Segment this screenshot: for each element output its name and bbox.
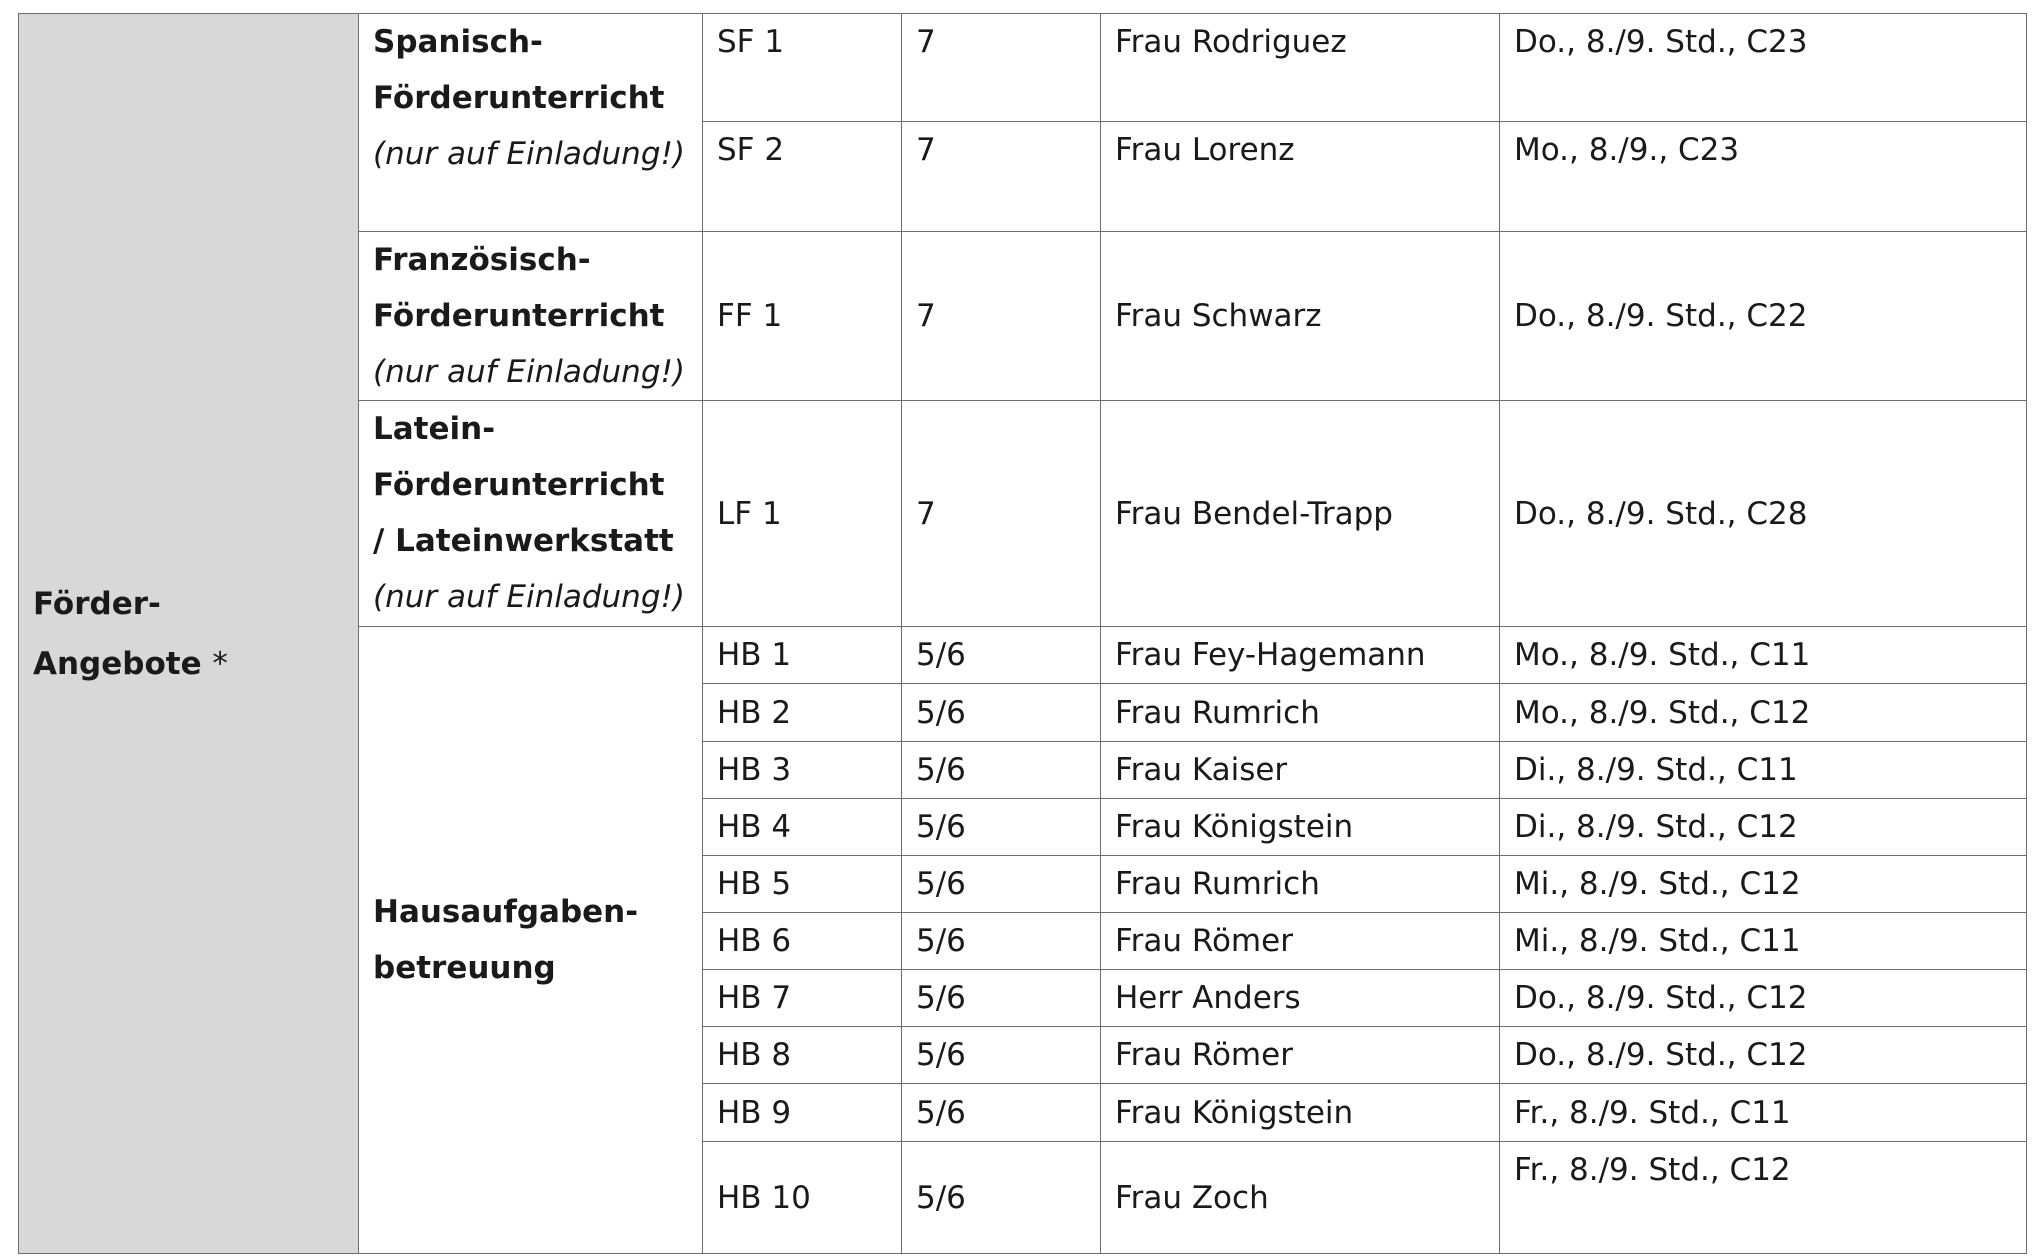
- grade: 5/6: [902, 970, 1101, 1027]
- subject-line: / Lateinwerkstatt: [373, 523, 674, 559]
- teacher: Frau Königstein: [1101, 1084, 1500, 1142]
- grade: 5/6: [902, 742, 1101, 799]
- subject-line: betreuung: [373, 950, 556, 986]
- subject-note: (nur auf Einladung!): [373, 579, 686, 615]
- subject-latein: [359, 401, 703, 627]
- table-row: [19, 14, 2027, 122]
- schedule: Mo., 8./9. Std., C11: [1500, 627, 2027, 684]
- schedule: Do., 8./9. Std., C22: [1500, 232, 2027, 401]
- grade: 7: [902, 14, 1101, 122]
- grade: 5/6: [902, 627, 1101, 684]
- course-code: HB 2: [703, 684, 902, 742]
- subject-line: Hausaufgaben-: [373, 894, 639, 930]
- category-cell: [19, 14, 359, 1254]
- subject-line: Latein-: [373, 411, 496, 447]
- schedule: Mi., 8./9. Std., C11: [1500, 913, 2027, 970]
- course-code: SF 1: [703, 14, 902, 122]
- course-code: HB 6: [703, 913, 902, 970]
- course-code: HB 1: [703, 627, 902, 684]
- grade: 7: [902, 401, 1101, 627]
- teacher: Frau Römer: [1101, 913, 1500, 970]
- subject-note: (nur auf Einladung!): [373, 354, 686, 390]
- grade: 7: [902, 122, 1101, 232]
- schedule: Mo., 8./9. Std., C12: [1500, 684, 2027, 742]
- schedule: Do., 8./9. Std., C12: [1500, 970, 2027, 1027]
- grade: 5/6: [902, 684, 1101, 742]
- schedule: Do., 8./9. Std., C23: [1500, 14, 2027, 122]
- schedule: Do., 8./9. Std., C12: [1500, 1027, 2027, 1084]
- subject-spanisch: [359, 14, 703, 232]
- grade: 5/6: [902, 799, 1101, 856]
- teacher: Frau Schwarz: [1101, 232, 1500, 401]
- subject-line: Förderunterricht: [373, 467, 665, 503]
- course-code: HB 10: [703, 1142, 902, 1254]
- course-code: FF 1: [703, 232, 902, 401]
- teacher: Frau Rumrich: [1101, 856, 1500, 913]
- teacher: Frau Rumrich: [1101, 684, 1500, 742]
- schedule: Do., 8./9. Std., C28: [1500, 401, 2027, 627]
- course-code: HB 4: [703, 799, 902, 856]
- course-code: HB 5: [703, 856, 902, 913]
- schedule: Fr., 8./9. Std., C11: [1500, 1084, 2027, 1142]
- course-code: HB 7: [703, 970, 902, 1027]
- schedule: Mo., 8./9., C23: [1500, 122, 2027, 232]
- subject-franzoesisch: [359, 232, 703, 401]
- category-asterisk: *: [212, 645, 228, 682]
- teacher: Frau Königstein: [1101, 799, 1500, 856]
- course-code: SF 2: [703, 122, 902, 232]
- subject-line: Französisch-: [373, 242, 591, 278]
- grade: 5/6: [902, 856, 1101, 913]
- schedule: Di., 8./9. Std., C12: [1500, 799, 2027, 856]
- teacher: Frau Kaiser: [1101, 742, 1500, 799]
- teacher: Frau Lorenz: [1101, 122, 1500, 232]
- subject-line: Spanisch-: [373, 24, 543, 60]
- subject-line: Förderunterricht: [373, 80, 665, 116]
- schedule: Di., 8./9. Std., C11: [1500, 742, 2027, 799]
- teacher: Frau Fey-Hagemann: [1101, 627, 1500, 684]
- grade: 5/6: [902, 1027, 1101, 1084]
- subject-line: Förderunterricht: [373, 298, 665, 334]
- course-code: HB 8: [703, 1027, 902, 1084]
- category-line2: Angebote: [33, 645, 202, 682]
- course-code: LF 1: [703, 401, 902, 627]
- foerder-angebote-table: [18, 13, 2027, 1254]
- grade: 5/6: [902, 1142, 1101, 1254]
- subject-note: (nur auf Einladung!): [373, 136, 686, 172]
- teacher: Frau Bendel-Trapp: [1101, 401, 1500, 627]
- teacher: Frau Römer: [1101, 1027, 1500, 1084]
- course-code: HB 3: [703, 742, 902, 799]
- teacher: Frau Rodriguez: [1101, 14, 1500, 122]
- course-code: HB 9: [703, 1084, 902, 1142]
- category-line1: Förder-: [33, 585, 161, 622]
- teacher: Herr Anders: [1101, 970, 1500, 1027]
- grade: 5/6: [902, 913, 1101, 970]
- schedule: Fr., 8./9. Std., C12: [1500, 1142, 2027, 1254]
- grade: 5/6: [902, 1084, 1101, 1142]
- subject-hausaufgaben: [359, 627, 703, 1254]
- teacher: Frau Zoch: [1101, 1142, 1500, 1254]
- grade: 7: [902, 232, 1101, 401]
- schedule: Mi., 8./9. Std., C12: [1500, 856, 2027, 913]
